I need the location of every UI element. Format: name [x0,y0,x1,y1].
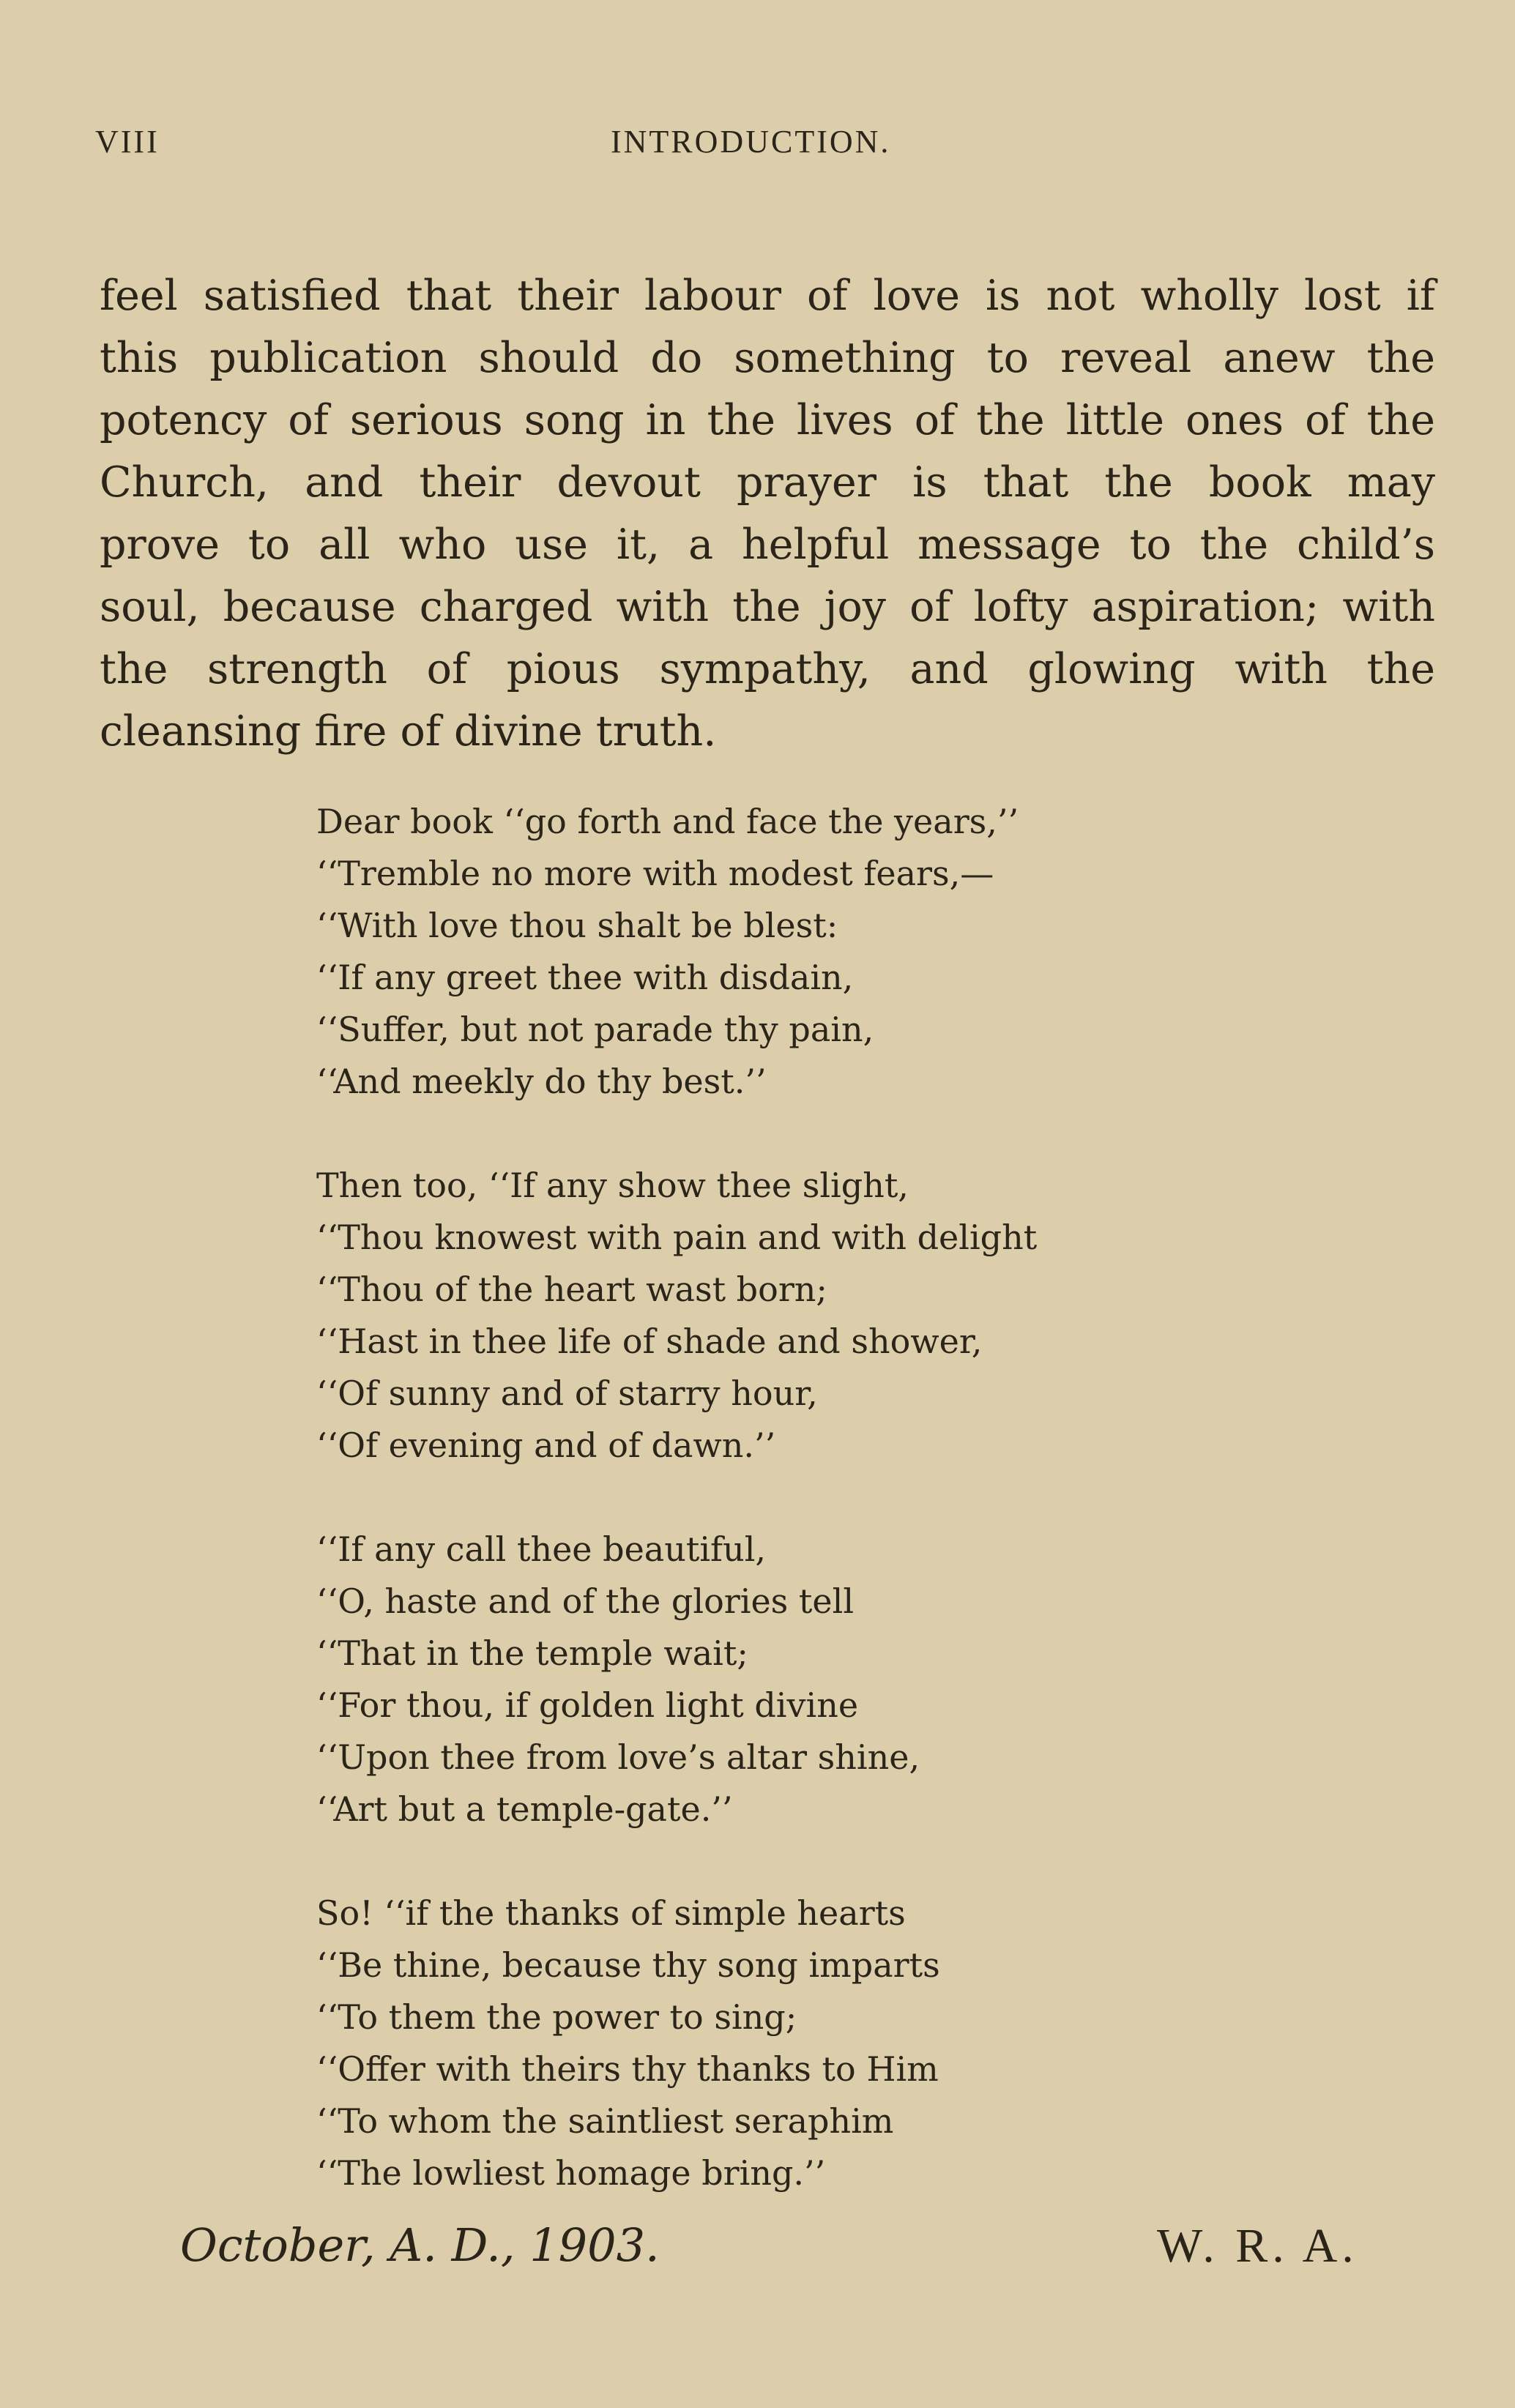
verse-line: ‘‘If any greet thee with disdain, [316,958,854,997]
verse-line: ‘‘Of sunny and of starry hour, [316,1373,818,1413]
page-number: VIII [95,124,160,160]
signoff-date: October, A. D., 1903. [180,2218,660,2272]
paragraph-line: potency of serious song in the lives of the little ones of the [100,396,1435,444]
paragraph-line: feel satisfied that their labour of love is not wholly lost if [100,272,1435,320]
introduction-paragraph [100,265,1435,763]
verse-line: Dear book ‘‘go forth and face the years,’’ [316,802,1019,841]
verse-line: ‘‘Thou knowest with pain and with delight [316,1218,1038,1257]
poem-stanza [316,1160,1268,1472]
paragraph-line: Church, and their devout prayer is that the book may [100,458,1435,507]
verse-line: ‘‘Suffer, but not parade thy pain, [316,1010,874,1049]
verse-line: ‘‘O, haste and of the glories tell [316,1581,855,1621]
running-head: INTRODUCTION. [611,124,891,160]
poem-stanza [316,1524,1268,1835]
verse-line: ‘‘And meekly do thy best.’’ [316,1062,767,1101]
verse-line: ‘‘Tremble no more with modest fears,— [316,854,994,893]
verse-line: ‘‘Offer with theirs thy thanks to Him [316,2049,939,2089]
paragraph-line: cleansing fire of divine truth. [100,707,717,756]
verse-line: ‘‘For thou, if golden light divine [316,1685,859,1725]
verse-line: ‘‘To whom the saintliest seraphim [316,2101,894,2141]
verse-line: ‘‘Upon thee from love’s altar shine, [316,1737,920,1777]
verse-line: ‘‘To them the power to sing; [316,1997,797,2037]
verse-line: ‘‘Hast in thee life of shade and shower, [316,1322,983,1361]
author-initials: W. R. A. [1157,2219,1358,2273]
verse-line: So! ‘‘if the thanks of simple hearts [316,1893,906,1933]
signoff [0,2218,1515,2284]
verse-line: ‘‘That in the temple wait; [316,1633,748,1673]
poem-stanza [316,1887,1268,2199]
paragraph-line: this publication should do something to reveal anew the [100,334,1435,382]
poem-stanza [316,796,1268,1108]
verse-line: ‘‘The lowliest homage bring.’’ [316,2153,826,2193]
paragraph-line: the strength of pious sympathy, and glowing with the [100,645,1435,693]
verse-line: ‘‘If any call thee beautiful, [316,1529,767,1569]
paragraph-line: soul, because charged with the joy of lofty aspiration; with [100,583,1435,631]
verse-line: ‘‘Art but a temple-gate.’’ [316,1789,733,1829]
verse-line: ‘‘Of evening and of dawn.’’ [316,1425,776,1465]
verse-line: ‘‘With love thou shalt be blest: [316,906,838,945]
poem [316,796,1268,2251]
verse-line: ‘‘Thou of the heart wast born; [316,1270,827,1309]
verse-line: ‘‘Be thine, because thy song imparts [316,1945,940,1985]
page-header [0,123,1515,167]
paragraph-line: prove to all who use it, a helpful message to the child’s [100,521,1435,569]
verse-line: Then too, ‘‘If any show thee slight, [316,1166,909,1205]
